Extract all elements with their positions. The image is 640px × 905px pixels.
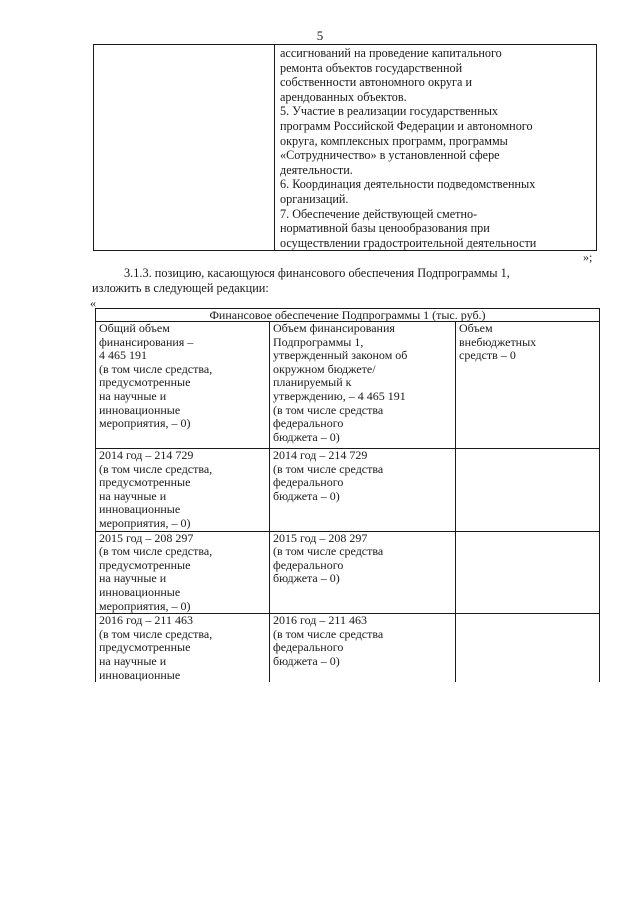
header-offbudget-cell: [456, 322, 600, 449]
cell-line: предусмотренные: [99, 375, 191, 390]
opening-quote: «: [90, 296, 96, 310]
page-number: 5: [316, 28, 324, 43]
cell-line: предусмотренные: [99, 557, 191, 572]
cell-line: планируемый к: [273, 375, 352, 390]
cell-line: инновационные: [99, 402, 181, 417]
cell-line: (в том числе средства: [273, 461, 384, 476]
cell-line: мероприятия, – 0): [99, 515, 191, 530]
table-row: [96, 531, 600, 614]
cell-line: (в том числе средства,: [99, 626, 213, 641]
cell-line: (в том числе средства,: [99, 461, 213, 476]
text-line: ассигнований на проведение капитального: [280, 46, 502, 60]
text-line: собственности автономного округа и: [280, 75, 472, 90]
cell-line: на научные и: [99, 488, 167, 503]
year-subprogram-cell: [270, 614, 456, 682]
text-line: нормативной базы ценообразования при: [280, 221, 490, 236]
continued-table-left-cell: [94, 45, 275, 251]
year-total-cell: [96, 531, 270, 614]
year-offbudget-cell: [456, 614, 600, 682]
text-line: округа, комплексных программ, программы: [280, 133, 508, 148]
cell-line: окружном бюджете/: [273, 361, 376, 376]
year-offbudget-cell: [456, 531, 600, 614]
financing-table-title: Финансовое обеспечение Подпрограммы 1 (тыс. руб.): [96, 309, 600, 322]
text-line: «Сотрудничество» в установленной сфере: [280, 148, 500, 163]
financing-table: [95, 308, 600, 682]
cell-line: инновационные: [99, 584, 181, 599]
text-line: 6. Координация деятельности подведомственных: [280, 177, 536, 192]
header-total-cell: [96, 322, 270, 449]
cell-line: средств – 0: [459, 348, 516, 363]
cell-line: предусмотренные: [99, 475, 191, 490]
closing-quote: »;: [583, 250, 593, 264]
cell-line: финансирования –: [99, 334, 194, 349]
year-total-cell: [96, 449, 270, 532]
cell-line: внебюджетных: [459, 334, 537, 349]
cell-line: 2015 год – 208 297: [273, 530, 368, 545]
cell-line: инновационные: [99, 667, 181, 682]
table-row: [96, 322, 600, 449]
cell-line: предусмотренные: [99, 640, 191, 655]
text-line: организаций.: [280, 191, 349, 206]
year-total-cell: [96, 614, 270, 682]
text-line: осуществлении градостроительной деятельности: [280, 235, 537, 250]
cell-line: 4 465 191: [99, 348, 147, 363]
paragraph-line-1: 3.1.3. позицию, касающуюся финансового обеспечения Подпрограммы 1,: [124, 266, 510, 280]
cell-line: федерального: [273, 640, 344, 655]
paragraph-line-2: изложить в следующей редакции:: [92, 281, 269, 295]
cell-line: 2014 год – 214 729: [99, 448, 194, 462]
cell-line: бюджета – 0): [273, 488, 340, 503]
year-subprogram-cell: [270, 531, 456, 614]
cell-line: 2014 год – 214 729: [273, 448, 368, 462]
text-line: программ Российской Федерации и автономного: [280, 118, 533, 133]
text-line: ремонта объектов государственной: [280, 60, 463, 75]
cell-line: бюджета – 0): [273, 571, 340, 586]
cell-line: Объем финансирования: [273, 321, 395, 335]
text-line: 7. Обеспечение действующей сметно-: [280, 206, 478, 221]
cell-line: утвержденный законом об: [273, 348, 408, 363]
continued-table-right-cell: [275, 45, 597, 251]
cell-line: федерального: [273, 475, 344, 490]
cell-line: бюджета – 0): [273, 429, 340, 444]
cell-line: на научные и: [99, 571, 167, 586]
cell-line: бюджета – 0): [273, 653, 340, 668]
cell-line: Объем: [459, 321, 493, 335]
cell-line: (в том числе средства: [273, 402, 384, 417]
table-row: [96, 449, 600, 532]
cell-line: инновационные: [99, 502, 181, 517]
text-line: арендованных объектов.: [280, 89, 407, 104]
cell-line: Подпрограммы 1,: [273, 334, 364, 349]
cell-line: (в том числе средства,: [99, 361, 213, 376]
cell-line: (в том числе средства,: [99, 544, 213, 559]
cell-line: федерального: [273, 557, 344, 572]
year-offbudget-cell: [456, 449, 600, 532]
table-row: [96, 614, 600, 682]
text-line: деятельности.: [280, 162, 353, 177]
cell-line: (в том числе средства: [273, 626, 384, 641]
cell-line: на научные и: [99, 653, 167, 668]
header-subprogram-cell: [270, 322, 456, 449]
year-subprogram-cell: [270, 449, 456, 532]
cell-line: утверждению, – 4 465 191: [273, 388, 406, 403]
amendment-paragraph: [92, 266, 604, 296]
text-line: 5. Участие в реализации государственных: [280, 104, 499, 119]
cell-line: на научные и: [99, 388, 167, 403]
cell-line: Общий объем: [99, 321, 170, 335]
cell-line: федерального: [273, 416, 344, 431]
cell-line: 2015 год – 208 297: [99, 530, 194, 545]
cell-line: 2016 год – 211 463: [273, 613, 367, 628]
cell-line: 2016 год – 211 463: [99, 613, 193, 628]
cell-line: мероприятия, – 0): [99, 598, 191, 613]
continued-table: [93, 44, 597, 251]
cell-line: мероприятия, – 0): [99, 416, 191, 431]
cell-line: (в том числе средства: [273, 544, 384, 559]
